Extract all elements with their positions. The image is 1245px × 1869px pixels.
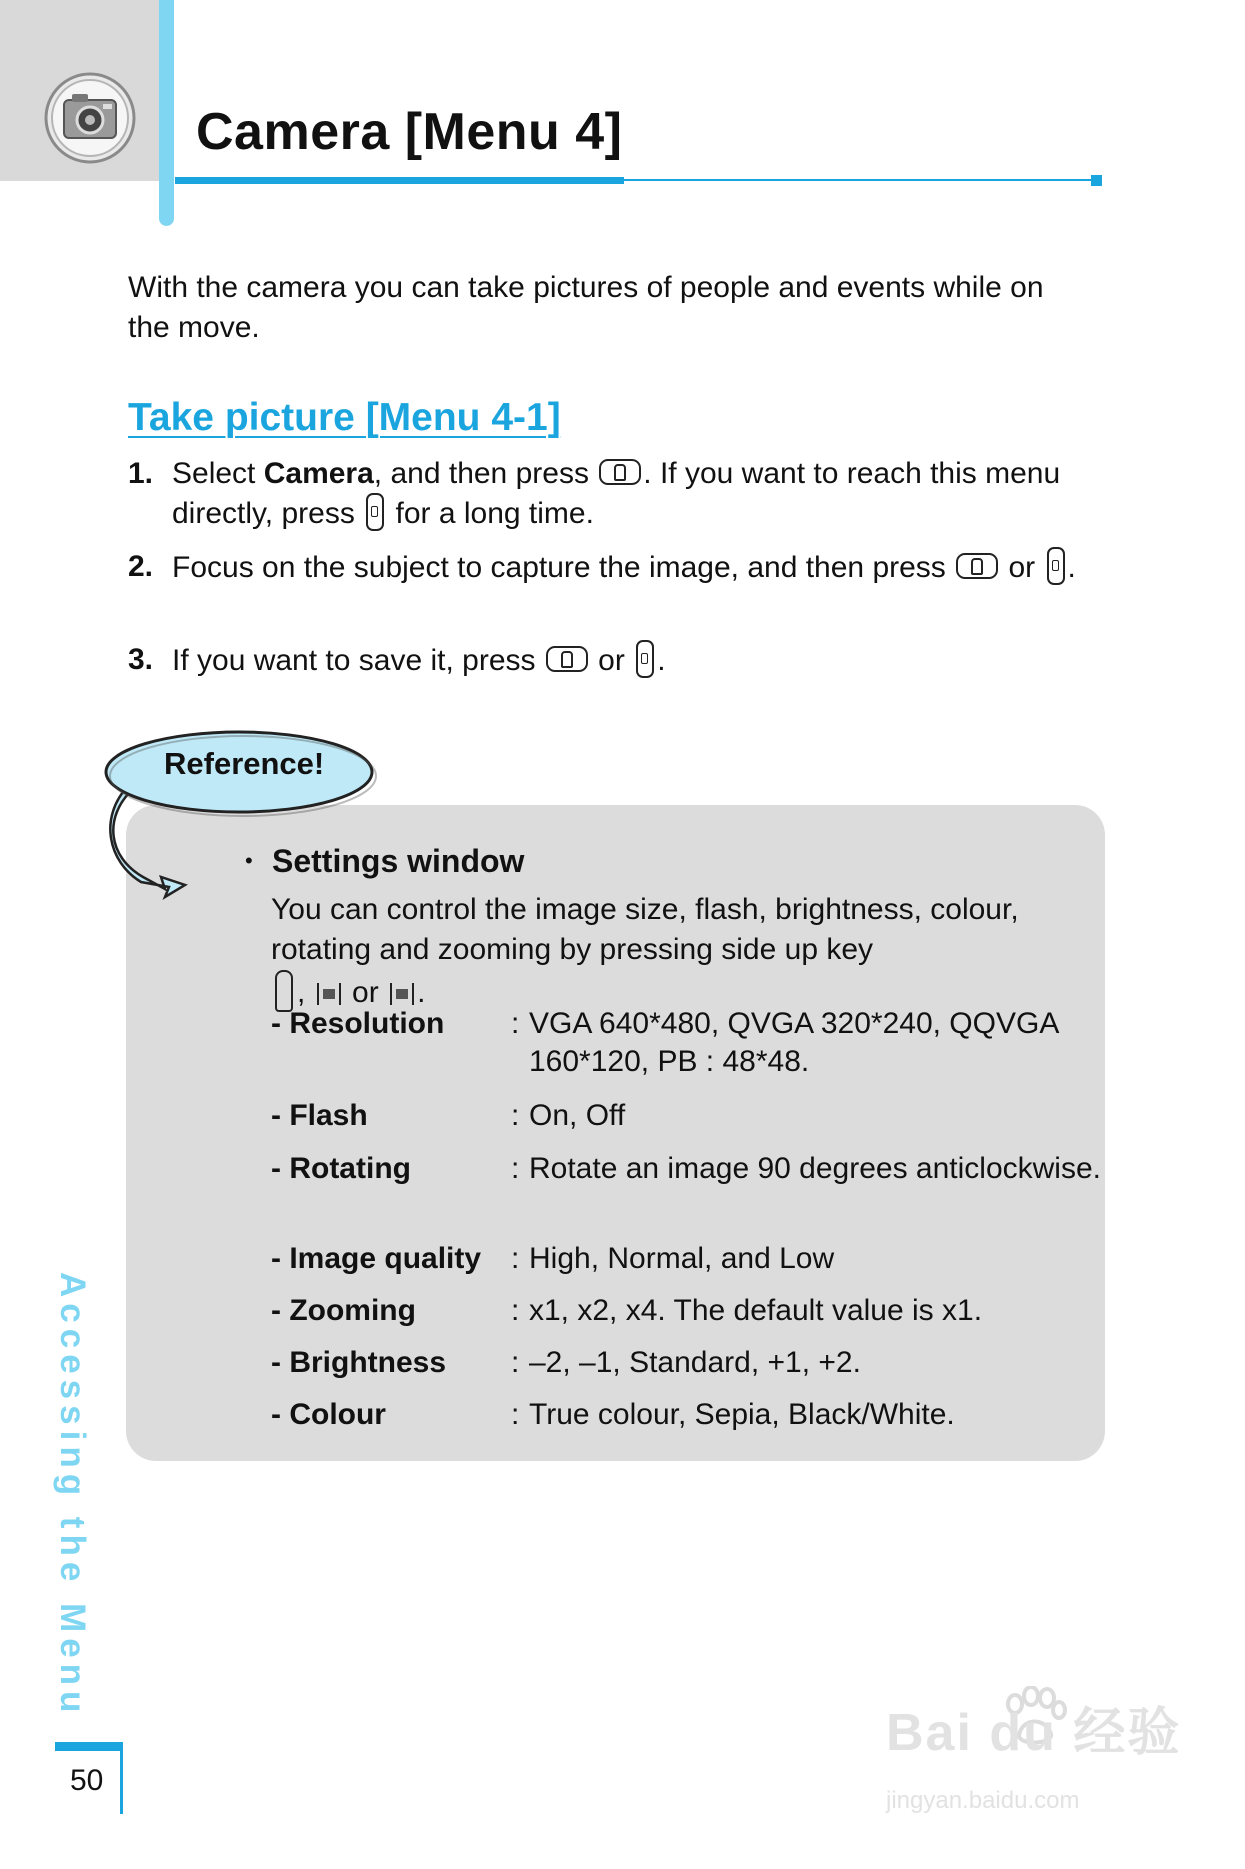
setting-value: –2, –1, Standard, +1, +2. [529,1346,861,1379]
settings-window-title: Settings window [272,843,525,879]
camera-side-key-icon [636,640,654,678]
right-nav-key-icon [390,983,414,1005]
left-nav-key-icon [317,983,341,1005]
setting-row-brightness: - Brightness : –2, –1, Standard, +1, +2. [271,1344,1131,1382]
camera-icon [42,70,138,166]
setting-label: - Image quality [271,1242,482,1275]
setting-label: - Rotating [271,1152,411,1185]
page-title: Camera [Menu 4] [196,103,623,161]
step-text: If you want to save it, press or . [172,640,1108,680]
watermark-url: jingyan.baidu.com [886,1787,1080,1814]
ok-key-icon [546,646,588,672]
setting-value: On, Off [529,1099,626,1132]
step-number: 3. [128,643,154,676]
title-underline-thin [624,179,1094,181]
page-number-bar [55,1742,123,1751]
step-text: Select Camera, and then press . If you want to reach this menu directly, press for a long time. [172,457,1061,530]
step-text: Focus on the subject to capture the image, and then press or . [172,547,1108,587]
setting-row-resolution: - Resolution : VGA 640*480, QVGA 320*240, QQVGA 160*120, PB : 48*48. [271,1005,1131,1081]
setting-label: - Brightness [271,1346,447,1379]
settings-window-description: You can control the image size, flash, brightness, colour, rotating and zooming by pressing side up key , or . [271,890,1071,1013]
side-chapter-label: Accessing the Menu [53,1272,92,1719]
bullet: • [245,848,253,873]
setting-value: VGA 640*480, QVGA 320*240, QQVGA 160*120, PB : 48*48. [529,1007,1058,1078]
step-number: 2. [128,550,154,583]
step-number: 1. [128,457,154,490]
setting-label: - Zooming [271,1294,416,1327]
page-number: 50 [70,1764,104,1797]
setting-value: True colour, Sepia, Black/White. [529,1398,955,1431]
camera-side-key-icon [366,493,384,531]
setting-row-zooming: - Zooming : x1, x2, x4. The default value is x1. [271,1292,1131,1330]
reference-label: Reference! [164,746,325,781]
setting-value: Rotate an image 90 degrees anticlockwise. [529,1152,1101,1185]
step-1 [128,454,1108,533]
setting-row-flash: - Flash : On, Off [271,1097,1131,1135]
setting-row-colour: - Colour : True colour, Sepia, Black/White. [271,1396,1131,1434]
intro-paragraph: With the camera you can take pictures of people and events while on the move. [128,271,1044,344]
setting-value: x1, x2, x4. The default value is x1. [529,1294,983,1327]
section-heading: Take picture [Menu 4-1] [128,396,561,439]
setting-row-rotating: - Rotating : Rotate an image 90 degrees anticlockwise. [271,1150,1131,1188]
title-underline-thick [175,177,624,184]
setting-label: - Resolution [271,1007,445,1040]
ok-key-icon [599,459,641,485]
step-3 [128,640,1108,680]
step-2 [128,547,1108,587]
page-number-rule [120,1742,123,1814]
camera-side-key-icon [1047,547,1065,585]
header-vertical-accent [159,0,174,226]
setting-label: - Colour [271,1398,386,1431]
setting-label: - Flash [271,1099,368,1132]
setting-row-image-quality: - Image quality : High, Normal, and Low [271,1240,1131,1278]
setting-value: High, Normal, and Low [529,1242,835,1275]
ok-key-icon [956,553,998,579]
watermark-brand: Bai du 经验 [886,1704,1182,1762]
title-underline-end-square [1091,175,1102,186]
